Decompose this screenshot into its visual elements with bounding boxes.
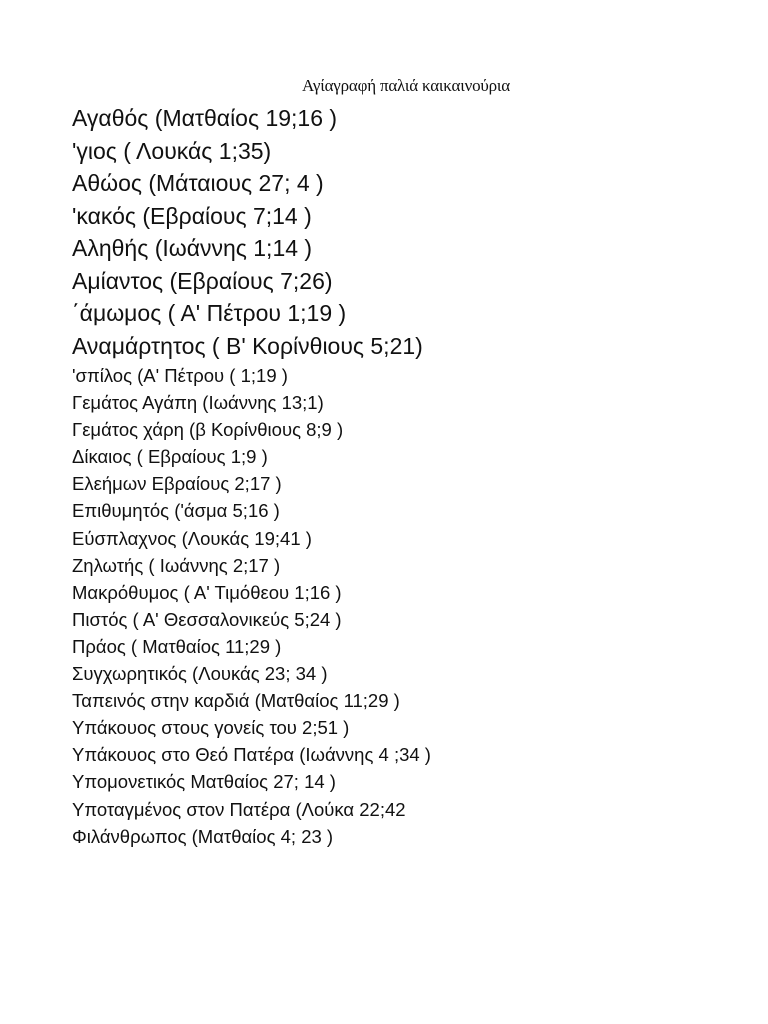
- entry-line: Μακρόθυμος ( Α' Τιμόθεου 1;16 ): [72, 581, 342, 603]
- entry-line: Φιλάνθρωπος (Ματθαίος 4; 23 ): [72, 825, 334, 847]
- entry-line: Ελεήμων Εβραίους 2;17 ): [72, 473, 282, 495]
- document-title: Αγίαγραφή παλιά καικαινούρια: [302, 76, 510, 95]
- entry-line: ΄άμωμος ( Α' Πέτρου 1;19 ): [72, 300, 347, 326]
- entry-line: Υπάκουος στο Θεό Πατέρα (Ιωάννης 4 ;34 ): [72, 744, 431, 766]
- entry-line: Υπομονετικός Ματθαίος 27; 14 ): [72, 771, 336, 793]
- entry-line: Ταπεινός στην καρδιά (Ματθαίος 11;29 ): [72, 690, 400, 712]
- entry-line: Αθώος (Μάταιους 27; 4 ): [72, 170, 324, 196]
- entry-line: 'σπίλος (Α' Πέτρου ( 1;19 ): [72, 365, 288, 386]
- entry-line: Υπάκουος στους γονείς του 2;51 ): [72, 717, 350, 739]
- entry-list: [72, 102, 752, 850]
- entry-line: Πράος ( Ματθαίος 11;29 ): [72, 635, 282, 657]
- entry-line: Αληθής (Ιωάννης 1;14 ): [72, 235, 313, 261]
- entry-line: Συγχωρητικός (Λουκάς 23; 34 ): [72, 663, 328, 685]
- entry-line: Αμίαντος (Εβραίους 7;26): [72, 267, 333, 294]
- entry-line: Δίκαιος ( Εβραίους 1;9 ): [72, 446, 268, 468]
- entry-line: 'κακός (Εβραίους 7;14 ): [72, 202, 312, 229]
- entry-line: Αγαθός (Ματθαίος 19;16 ): [72, 105, 338, 131]
- entry-line: Ζηλωτής ( Ιωάννης 2;17 ): [72, 554, 281, 576]
- entry-line: Εύσπλαχνος (Λουκάς 19;41 ): [72, 527, 312, 549]
- entry-line: Πιστός ( Α' Θεσσαλονικεύς 5;24 ): [72, 608, 342, 630]
- entry-line: 'γιος ( Λουκάς 1;35): [72, 137, 272, 164]
- entry-line: Γεμάτος χάρη (β Κορίνθιους 8;9 ): [72, 419, 344, 441]
- entry-line: Αναμάρτητος ( Β' Κορίνθιους 5;21): [72, 332, 423, 359]
- entry-line: Γεμάτος Αγάπη (Ιωάννης 13;1): [72, 392, 324, 414]
- entry-line: Επιθυμητός ('άσμα 5;16 ): [72, 500, 280, 522]
- entry-line: Υποταγμένος στον Πατέρα (Λούκα 22;42: [72, 798, 406, 820]
